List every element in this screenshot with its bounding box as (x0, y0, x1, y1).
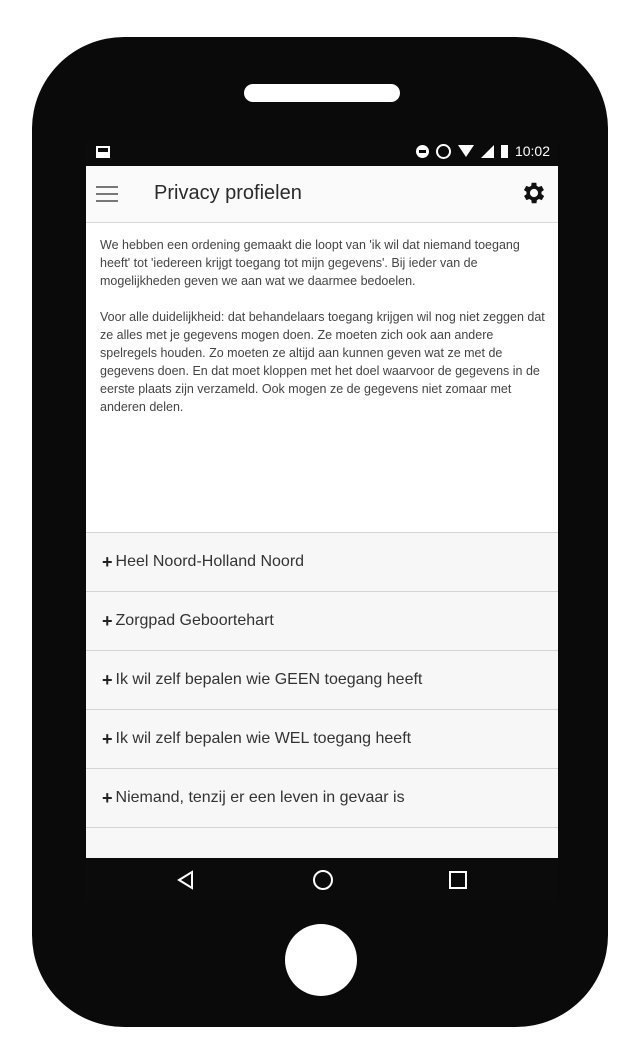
plus-icon: + (102, 551, 113, 572)
wifi-icon (458, 145, 474, 157)
profile-item-label: Zorgpad Geboortehart (115, 612, 274, 629)
profile-item-zorgpad-geboortehart[interactable] (86, 592, 558, 651)
do-not-disturb-icon (416, 145, 429, 158)
phone-screen (86, 140, 558, 902)
circle-home-icon[interactable] (313, 870, 333, 890)
status-icons (416, 143, 550, 159)
profile-item-label: Ik wil zelf bepalen wie GEEN toegang heeft (115, 671, 423, 688)
profile-item-label: Ik wil zelf bepalen wie WEL toegang heeft (115, 730, 412, 747)
plus-icon: + (102, 669, 113, 690)
intro-text (100, 236, 546, 434)
gear-icon[interactable] (520, 179, 548, 207)
square-recent-icon[interactable] (449, 871, 467, 889)
phone-home-button[interactable] (285, 924, 357, 996)
alarm-icon (436, 144, 451, 159)
plus-icon: + (102, 728, 113, 749)
notification-icon (96, 146, 110, 158)
status-bar (86, 140, 558, 166)
plus-icon: + (102, 610, 113, 631)
triangle-back-icon[interactable] (176, 870, 196, 890)
profile-item-geen-toegang[interactable] (86, 651, 558, 710)
profile-item-label: Heel Noord-Holland Noord (115, 553, 305, 570)
intro-paragraph: We hebben een ordening gemaakt die loopt van 'ik wil dat niemand toegang heeft' tot 'iedereen krijgt toegang tot mijn gegevens'. Bij ieder van de mogelijkheden geven we aan wat we daarmee bedoelen. (100, 238, 520, 288)
battery-icon (501, 145, 508, 158)
profile-item-niemand[interactable] (86, 769, 558, 828)
privacy-profile-list (86, 532, 558, 887)
plus-icon: + (102, 787, 113, 808)
profile-item-wel-toegang[interactable] (86, 710, 558, 769)
page-title: Privacy profielen (154, 182, 302, 204)
profile-item-heel-noord-holland-noord[interactable] (86, 533, 558, 592)
phone-speaker (244, 84, 400, 102)
hamburger-menu-icon[interactable] (96, 186, 118, 202)
app-bar (86, 166, 558, 223)
intro-paragraph: Voor alle duidelijkheid: dat behandelaars toegang krijgen wil nog niet zeggen dat ze alles met je gegevens mogen doen. Ze moeten zich ook aan andere spelregels houden. Zo moeten ze altijd aan kunnen geven wat ze met de gegevens doen. En dat moet kloppen met het doel waarvoor de gegevens in de eerste plaats zijn verzameld. Ook mogen ze de gegevens niet zomaar met anderen delen. (100, 310, 545, 414)
status-time: 10:02 (514, 143, 550, 159)
navigation-bar (86, 858, 558, 902)
signal-icon (481, 145, 494, 158)
profile-item-label: Niemand, tenzij er een leven in gevaar is (115, 789, 405, 806)
